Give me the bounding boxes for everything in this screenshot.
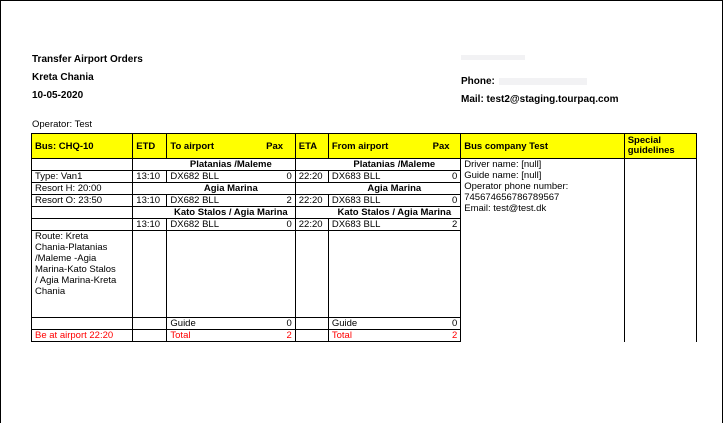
special-guidelines-cell xyxy=(624,159,696,342)
etd-value: 13:10 xyxy=(133,219,167,231)
group-name-to: Kato Stalos / Agia Marina xyxy=(167,207,295,219)
total-label-from: Total xyxy=(328,330,429,342)
total-count-from: 2 xyxy=(430,330,461,342)
phone-label: Phone: xyxy=(461,76,495,87)
be-at-airport: Be at airport 22:20 xyxy=(32,330,133,342)
guide-count-to: 0 xyxy=(263,318,295,330)
group-name-from: Platanias /Maleme xyxy=(328,159,460,171)
to-flight: DX682 BLL xyxy=(167,171,263,183)
header-bus-company: Bus company Test xyxy=(461,134,624,159)
header-to-airport: To airport xyxy=(167,134,263,159)
group-name-to: Platanias /Maleme xyxy=(167,159,295,171)
document-title: Transfer Airport Orders xyxy=(32,54,143,65)
resort-h: Resort H: 20:00 xyxy=(32,183,133,195)
table-header-row xyxy=(32,134,697,159)
guide-label-from: Guide xyxy=(328,318,429,330)
operator-label: Operator: Test xyxy=(32,119,93,130)
resort-o: Resort O: 23:50 xyxy=(32,195,133,207)
header-etd: ETD xyxy=(133,134,167,159)
info-empty-cell xyxy=(32,159,133,171)
route-text: Route: Kreta Chania-Platanias /Maleme -Agia Marina-Kato Stalos / Agia Marina-Kreta Chania xyxy=(32,231,133,318)
from-pax: 2 xyxy=(430,219,461,231)
guide-name: Guide name: [null] xyxy=(464,170,542,181)
group-name-from: Kato Stalos / Agia Marina xyxy=(328,207,460,219)
from-pax: 0 xyxy=(430,195,461,207)
operator-phone: 745674656786789567 xyxy=(464,192,560,203)
table-row xyxy=(32,159,697,171)
transfer-table xyxy=(31,133,697,342)
header-to-pax: Pax xyxy=(263,134,295,159)
header-bus: Bus: CHQ-10 xyxy=(32,134,133,159)
etd-value: 13:10 xyxy=(133,195,167,207)
contact-block xyxy=(461,51,619,109)
header-eta: ETA xyxy=(295,134,328,159)
document-location: Kreta Chania xyxy=(32,72,94,83)
to-pax: 0 xyxy=(263,219,295,231)
guide-label-to: Guide xyxy=(167,318,263,330)
total-count-to: 2 xyxy=(263,330,295,342)
redacted-name xyxy=(461,55,525,60)
phone-line xyxy=(461,73,619,91)
group-name-to: Agia Marina xyxy=(167,183,295,195)
total-label-to: Total xyxy=(167,330,263,342)
eta-value: 22:20 xyxy=(295,171,328,183)
driver-name: Driver name: [null] xyxy=(464,159,542,170)
company-info-cell xyxy=(461,159,624,342)
guide-count-from: 0 xyxy=(430,318,461,330)
from-flight: DX683 BLL xyxy=(328,195,429,207)
bus-type: Type: Van1 xyxy=(32,171,133,183)
to-pax: 2 xyxy=(263,195,295,207)
to-flight: DX682 BLL xyxy=(167,195,263,207)
header-from-pax: Pax xyxy=(430,134,461,159)
header-special-guidelines: Special guidelines xyxy=(624,134,696,159)
group-name-from: Agia Marina xyxy=(328,183,460,195)
redacted-phone xyxy=(499,78,587,85)
from-flight: DX683 BLL xyxy=(328,171,429,183)
operator-phone-label: Operator phone number: xyxy=(464,181,569,192)
to-pax: 0 xyxy=(263,171,295,183)
company-email: Email: test@test.dk xyxy=(464,203,547,214)
from-pax: 0 xyxy=(430,171,461,183)
etd-value: 13:10 xyxy=(133,171,167,183)
header-from-airport: From airport xyxy=(328,134,429,159)
document-date: 10-05-2020 xyxy=(32,90,84,101)
document-header xyxy=(32,51,143,105)
from-flight: DX683 BLL xyxy=(328,219,429,231)
mail-line: Mail: test2@staging.tourpaq.com xyxy=(461,94,619,105)
to-flight: DX682 BLL xyxy=(167,219,263,231)
eta-value: 22:20 xyxy=(295,219,328,231)
eta-value: 22:20 xyxy=(295,195,328,207)
